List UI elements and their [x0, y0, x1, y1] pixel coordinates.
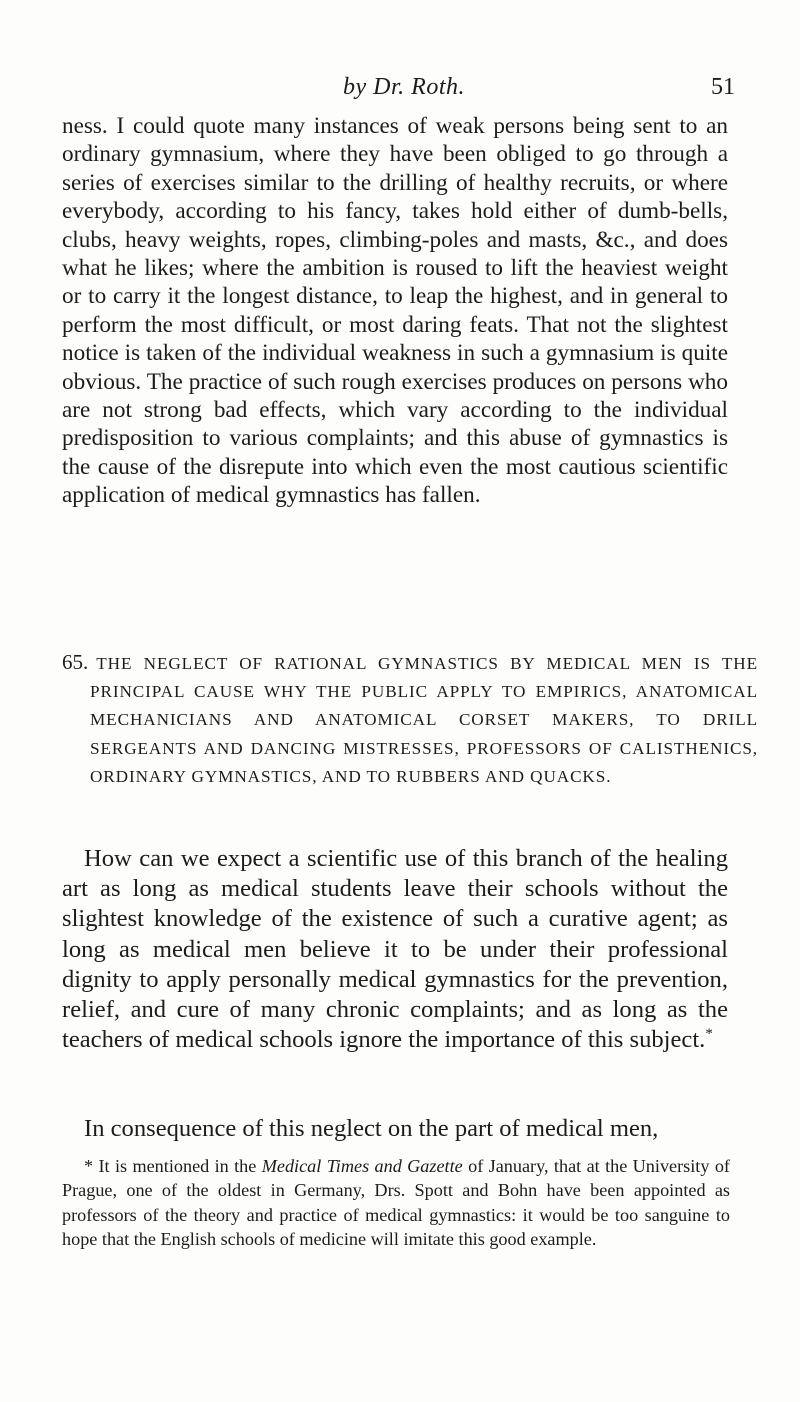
paragraph-continuation: ness. I could quote many instances of weak persons being sent to an ordinary gymnasium, where they have been obliged to go through a series of exercises similar to the drilling of healthy recruits, or where everybody, according to his fancy, takes hold either of dumb-bells, clubs, heavy weights, ropes, climbing-poles and masts, &c., and does what he likes; where the ambition is roused to lift the heaviest weight or to carry it the longest distance, to leap the highest, and in general to perform the most difficult, or most daring feats. That not the slightest notice is taken of the individual weakness in such a gymnasium is quite obvious. The practice of such rough exercises produces on persons who are not strong bad effects, which vary according to the individual predisposition to various complaints; and this abuse of gymnastics is the cause of the disrepute into which even the most cautious scientific application of medical gymnastics has fallen. — [62, 113, 728, 509]
running-title: by Dr. Roth. — [343, 74, 465, 100]
footnote-marker: * — [84, 1156, 94, 1176]
section-heading — [62, 648, 758, 791]
footnote-journal-title: Medical Times and Gazette — [261, 1156, 463, 1176]
running-head — [58, 74, 750, 104]
section-number: 65. — [62, 650, 89, 674]
paragraph-final: In consequence of this neglect on the part of medical men, — [84, 1115, 659, 1142]
paragraph-main-text: How can we expect a scientific use of this branch of the healing art as long as medical students leave their schools without the slightest knowledge of the existence of such a curative agent; as long as medical men believe it to be under their professional dignity to apply personally medical gymnastics for the prevention, relief, and cure of many chronic complaints; and as long as the teachers of medical schools ignore the importance of this subject. — [62, 845, 728, 1054]
footnote-text-after: of January, that at the University of Prague, one of the oldest in Germany, Drs. Spott and Bohn have been appointed as professors of the theory and practice of medical gymnastics: it would be too sanguine to hope that the English schools of medicine will imitate this good example. — [62, 1156, 730, 1250]
footnote-text-before: It is mentioned in the — [98, 1156, 257, 1176]
footnote-reference: * — [705, 1026, 713, 1043]
footnote — [62, 1154, 730, 1252]
page-number: 51 — [711, 74, 735, 100]
section-heading-text: THE NEGLECT OF RATIONAL GYMNASTICS BY MEDICAL MEN IS THE PRINCIPAL CAUSE WHY THE PUBLIC APPLY TO EMPIRICS, ANATOMICAL MECHANICIANS AND ANATOMICAL CORSET MAKERS, TO DRILL SERGEANTS AND DANCING MISTRESSES, PROFESSORS OF CALISTHENICS, ORDINARY GYMNASTICS, AND TO RUBBERS AND QUACKS. — [90, 654, 758, 786]
paragraph-main — [62, 844, 728, 1055]
